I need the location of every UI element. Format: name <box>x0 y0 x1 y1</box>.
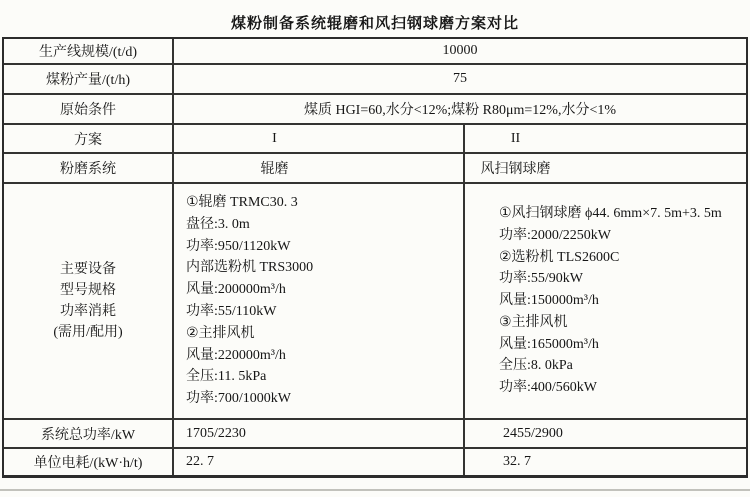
equipment-spec-line: 功率:55/110kW <box>186 304 277 319</box>
comparison-table <box>2 37 748 478</box>
row-total-power-col1: 1705/2230 <box>172 418 463 447</box>
equipment-label-line: 主要设备 <box>60 262 116 277</box>
equipment-spec-line: 全压:8. 0kPa <box>499 358 573 374</box>
row-system-label: 粉磨系统 <box>4 152 172 182</box>
row-scale-value: 10000 <box>172 39 746 63</box>
equipment-spec-line: 风量:150000m³/h <box>499 293 599 309</box>
equipment-spec-line: ②选粉机 TLS2600C <box>499 249 620 265</box>
equipment-spec-line: ②主排风机 <box>186 325 255 341</box>
equipment-spec-line: 盘径:3. 0m <box>186 216 250 232</box>
equipment-spec-line: 内部选粉机 TRS3000 <box>186 260 314 276</box>
row-total-power-label: 系统总功率/kW <box>4 418 172 447</box>
equipment-spec-line: 功率:2000/2250kW <box>499 227 611 243</box>
row-conditions-value: 煤质 HGI=60,水分<12%;煤粉 R80μm=12%,水分<1% <box>172 93 746 123</box>
row-system-col1: 辊磨 <box>172 152 463 182</box>
row-equipment-label <box>4 182 172 418</box>
row-scale-label: 生产线规模/(t/d) <box>39 45 137 60</box>
row-unit-consumption-col1: 22. 7 <box>172 447 463 475</box>
row-conditions-label: 原始条件 <box>4 93 172 123</box>
row-unit-consumption-label: 单位电耗/(kW·h/t) <box>4 447 172 475</box>
equipment-spec-line: 风量:200000m³/h <box>186 282 286 298</box>
equipment-spec-line: ①辊磨 TRMC30. 3 <box>186 195 298 211</box>
row-scheme-col1: I <box>172 123 463 152</box>
row-output-value: 75 <box>172 63 746 93</box>
equipment-label-line: 功率消耗 <box>60 304 116 319</box>
equipment-label-line: (需用/配用) <box>53 325 123 340</box>
row-scheme-col2: II <box>463 123 746 152</box>
equipment-spec-line: ③主排风机 <box>499 314 568 330</box>
equipment-spec-line: 功率:55/90kW <box>499 271 583 287</box>
equipment-spec-line: 全压:11. 5kPa <box>186 369 267 385</box>
equipment-label-line: 型号规格 <box>60 283 116 298</box>
equipment-spec-line: ①风扫钢球磨 ϕ44. 6mm×7. 5m+3. 5m <box>499 205 722 221</box>
row-system-col2: 风扫钢球磨 <box>463 152 746 182</box>
table-title: 煤粉制备系统辊磨和风扫钢球磨方案对比 <box>230 16 519 32</box>
scan-artifact-line <box>0 489 750 491</box>
equipment-spec-line: 风量:220000m³/h <box>186 347 286 363</box>
row-equipment-col1 <box>172 182 463 418</box>
row-unit-consumption-col2: 32. 7 <box>463 447 746 475</box>
row-equipment-col2 <box>463 182 746 418</box>
equipment-spec-line: 功率:400/560kW <box>499 380 597 396</box>
equipment-spec-line: 功率:950/1120kW <box>186 238 291 254</box>
row-total-power-col2: 2455/2900 <box>463 418 746 447</box>
row-output-label: 煤粉产量/(t/h) <box>4 63 172 93</box>
row-scheme-label: 方案 <box>4 123 172 152</box>
equipment-spec-line: 功率:700/1000kW <box>186 391 291 407</box>
equipment-spec-line: 风量:165000m³/h <box>499 336 599 352</box>
